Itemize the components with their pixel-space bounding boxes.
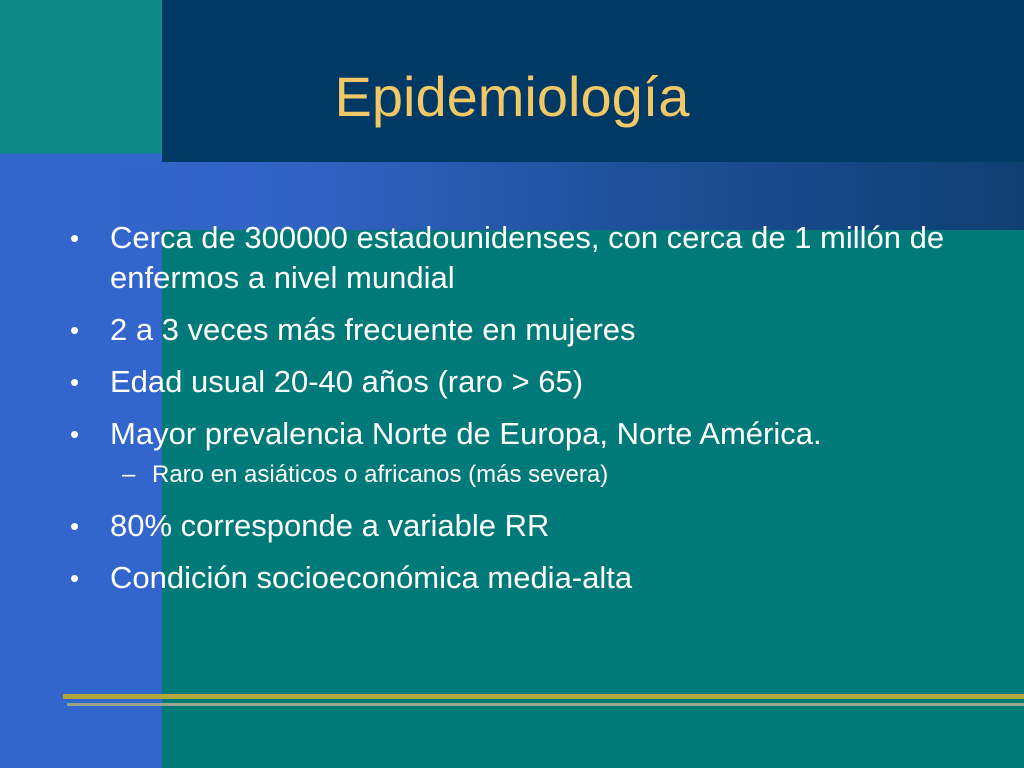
footer-rule-gray	[67, 703, 1024, 706]
bullet-text: Condición socioeconómica media-alta	[110, 560, 633, 595]
bullet-item	[68, 414, 988, 454]
bullet-dot-icon: •	[70, 367, 80, 397]
bullet-text: 80% corresponde a variable RR	[110, 508, 550, 543]
bullet-text: Mayor prevalencia Norte de Europa, Norte América.	[110, 416, 822, 451]
bullet-text: 2 a 3 veces más frecuente en mujeres	[110, 312, 636, 347]
sub-bullet-text: Raro en asiáticos o africanos (más severa)	[152, 461, 609, 488]
bullet-dot-icon: •	[70, 563, 80, 593]
bullet-item	[68, 506, 988, 546]
bullet-item	[68, 310, 988, 350]
bullet-text: Edad usual 20-40 años (raro > 65)	[110, 364, 584, 399]
footer-rule-gold	[63, 694, 1024, 699]
bullet-list	[68, 218, 988, 610]
sub-bullet-item	[68, 460, 988, 490]
bullet-dot-icon: •	[70, 223, 80, 253]
bullet-item	[68, 362, 988, 402]
bullet-dot-icon: •	[70, 511, 80, 541]
bullet-item	[68, 558, 988, 598]
dash-icon: –	[122, 461, 136, 488]
bullet-dot-icon: •	[70, 419, 80, 449]
bullet-text: Cerca de 300000 estadounidenses, con cerca de 1 millón de enfermos a nivel mundial	[110, 220, 945, 295]
slide-title: Epidemiología	[334, 65, 690, 128]
bullet-item	[68, 218, 988, 298]
bullet-dot-icon: •	[70, 315, 80, 345]
